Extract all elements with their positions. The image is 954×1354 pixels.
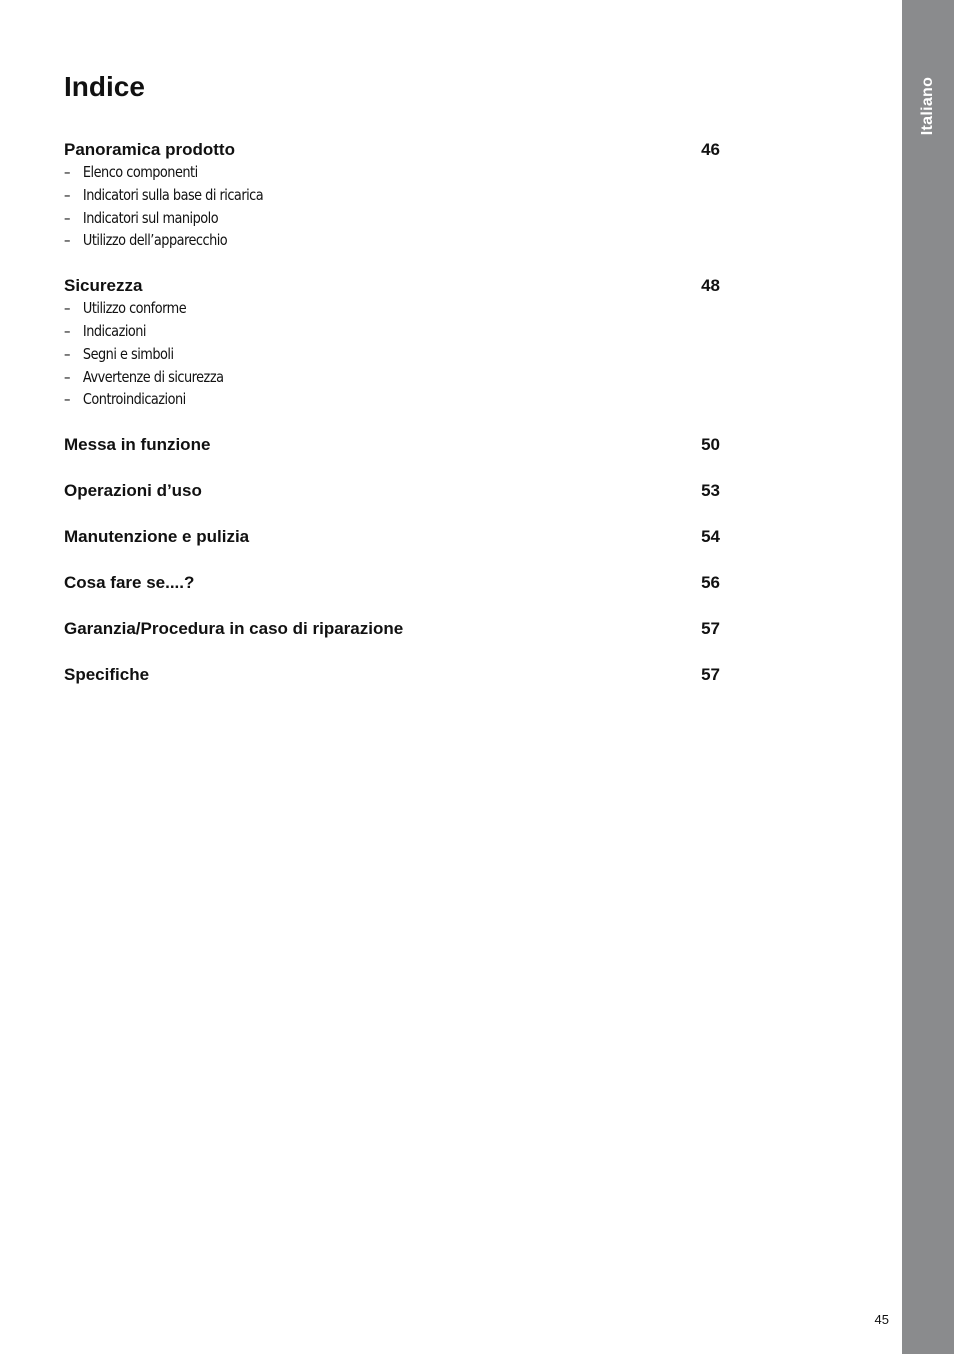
toc-entry-page: 57 [701,619,720,639]
toc-section-messa-in-funzione [64,433,720,456]
spacer [64,548,720,571]
dash-bullet: – [64,231,70,250]
toc-entry-page: 54 [701,527,720,547]
spacer [64,640,720,663]
spacer [64,456,720,479]
toc-entry[interactable] [64,571,720,594]
spacer [64,594,720,617]
toc-entry-title: Operazioni d’uso [64,481,202,501]
toc-entry-page: 48 [701,276,720,296]
toc-entry-page: 46 [701,140,720,159]
toc-section-specifiche [64,663,720,686]
toc-entry[interactable] [64,138,720,161]
toc-section-operazioni-uso [64,479,720,502]
toc-entry[interactable] [64,433,720,456]
toc-entry-title: Messa in funzione [64,435,211,455]
toc-subitem[interactable]: – Utilizzo conforme [64,297,628,320]
toc-subitem[interactable]: – Utilizzo dell’apparecchio [64,229,628,252]
table-of-contents [64,138,720,686]
dash-bullet: – [64,367,70,386]
toc-entry-page: 53 [701,481,720,501]
dash-bullet: – [64,299,70,318]
toc-entry[interactable] [64,274,720,297]
toc-entry-title: Cosa fare se....? [64,573,195,593]
toc-section-garanzia [64,617,720,640]
spacer [64,411,720,433]
toc-entry-title: Garanzia/Procedura in caso di riparazione [64,619,404,639]
toc-subitem[interactable]: – Indicatori sulla base di ricarica [64,184,628,207]
toc-subitem[interactable]: – Segni e simboli [64,343,628,366]
dash-bullet: – [64,321,70,340]
toc-entry-page: 50 [701,435,720,455]
dash-bullet: – [64,163,70,181]
toc-entry[interactable] [64,663,720,686]
toc-subitem[interactable]: – Indicatori sul manipolo [64,207,628,230]
toc-entry-title: Specifiche [64,665,150,685]
toc-entry-page: 56 [701,573,720,593]
toc-subitem[interactable]: – Indicazioni [64,320,628,343]
toc-entry-title: Manutenzione e pulizia [64,527,250,547]
toc-section-cosa-fare-se [64,571,720,594]
toc-entry[interactable] [64,617,720,640]
language-label: Italiano [919,76,936,136]
page-title: Indice [64,71,145,102]
toc-subitem[interactable]: – Avvertenze di sicurezza [64,366,628,389]
toc-subitems [64,161,720,252]
dash-bullet: – [64,185,70,204]
toc-subitem[interactable]: – Controindicazioni [64,388,628,411]
toc-entry[interactable] [64,479,720,502]
page-number: 45 [874,1312,889,1327]
spacer [64,252,720,274]
toc-entry-page: 57 [701,665,720,685]
toc-subitems [64,297,720,411]
toc-entry[interactable] [64,525,720,548]
toc-section-panoramica [64,138,720,252]
toc-subitem[interactable]: – Elenco componenti [64,161,628,184]
language-side-tab [902,0,954,1354]
spacer [64,502,720,525]
toc-section-manutenzione [64,525,720,548]
dash-bullet: – [64,344,70,363]
toc-entry-title: Panoramica prodotto [64,140,235,159]
dash-bullet: – [64,208,70,227]
dash-bullet: – [64,390,70,409]
toc-entry-title: Sicurezza [64,276,143,296]
toc-section-sicurezza [64,274,720,411]
